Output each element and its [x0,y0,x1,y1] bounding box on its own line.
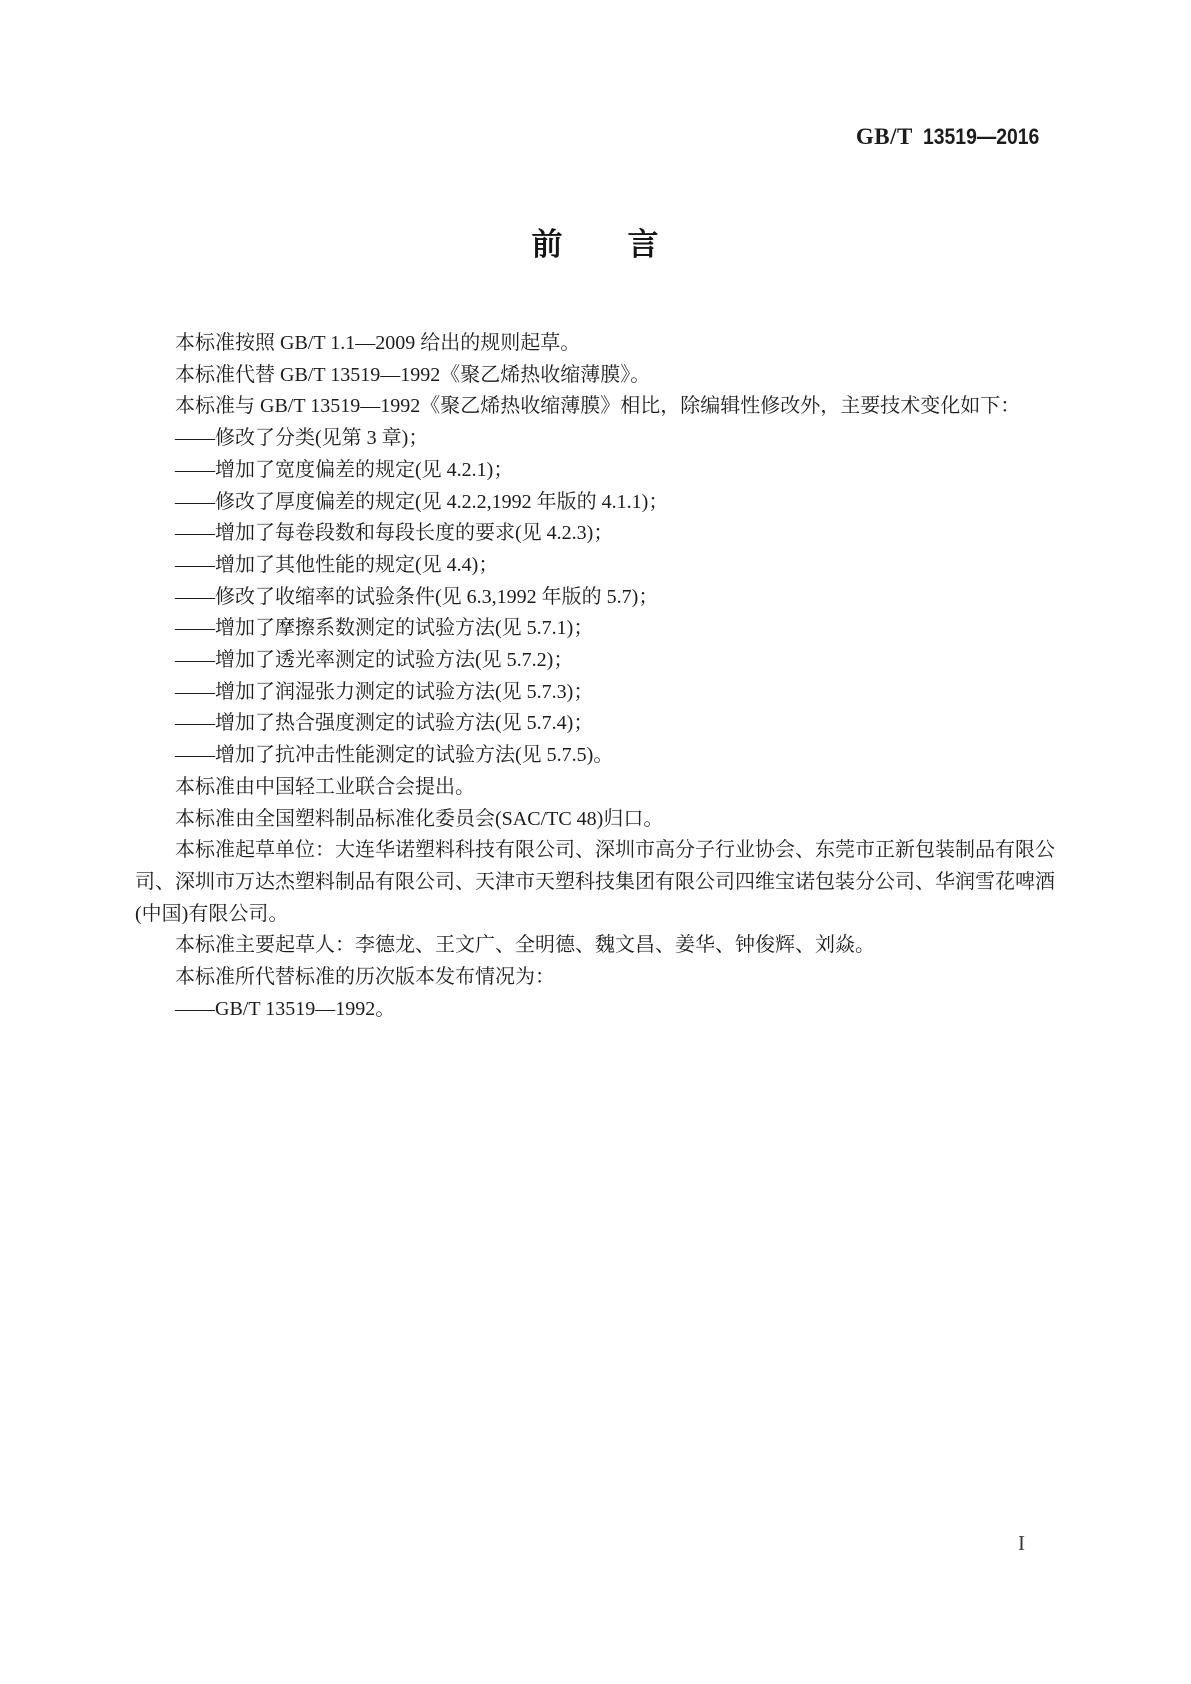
standard-code-prefix: GB/T [855,124,913,149]
page-title: 前言 [531,227,724,262]
list-item: ——增加了宽度偏差的规定(见 4.2.1)； [175,458,514,481]
list-item: ——增加了摩擦系数测定的试验方法(见 5.7.1)； [175,617,594,640]
list-item: ——增加了抗冲击性能测定的试验方法(见 5.7.5)。 [175,744,614,767]
standard-code-number: 13519—2016 [922,124,1040,149]
standard-code [856,124,1055,150]
list-item: ——修改了厚度偏差的规定(见 4.2.2,1992 年版的 4.1.1)； [175,490,669,513]
list-item: ——增加了润湿张力测定的试验方法(见 5.7.3)； [175,680,594,703]
list-item: ——增加了透光率测定的试验方法(见 5.7.2)； [175,649,574,672]
paragraph: 本标准按照 GB/T 1.1—2009 给出的规则起草。 [175,332,581,354]
list-item: ——增加了其他性能的规定(见 4.4)； [175,553,499,576]
paragraph: 本标准主要起草人：李德龙、王文广、全明德、魏文昌、姜华、钟俊辉、刘焱。 [175,934,875,957]
page-number: I [1018,1531,1025,1555]
paragraph: 本标准由中国轻工业联合会提出。 [175,775,475,798]
foreword-body [135,328,1055,1025]
list-item: ——修改了收缩率的试验条件(见 6.3,1992 年版的 5.7)； [175,585,659,608]
list-item: ——修改了分类(见第 3 章)； [175,427,429,450]
paragraph: 本标准由全国塑料制品标准化委员会(SAC/TC 48)归口。 [175,807,664,830]
list-item: ——GB/T 13519—1992。 [175,997,396,1020]
paragraph: 本标准起草单位：大连华诺塑料科技有限公司、深圳市高分子行业协会、东莞市正新包装制品有限公司、深圳市万达杰塑料制品有限公司、天津市天塑科技集团有限公司四维宝诺包装分公司、华润雪花啤酒(中国)有限公司。 [135,839,1055,925]
paragraph: 本标准代替 GB/T 13519—1992《聚乙烯热收缩薄膜》。 [175,363,651,386]
paragraph: 本标准所代替标准的历次版本发布情况为： [175,966,555,989]
list-item: ——增加了热合强度测定的试验方法(见 5.7.4)； [175,712,594,735]
paragraph: 本标准与 GB/T 13519—1992《聚乙烯热收缩薄膜》相比，除编辑性修改外，主要技术变化如下： [175,395,1021,418]
list-item: ——增加了每卷段数和每段长度的要求(见 4.2.3)； [175,522,614,545]
